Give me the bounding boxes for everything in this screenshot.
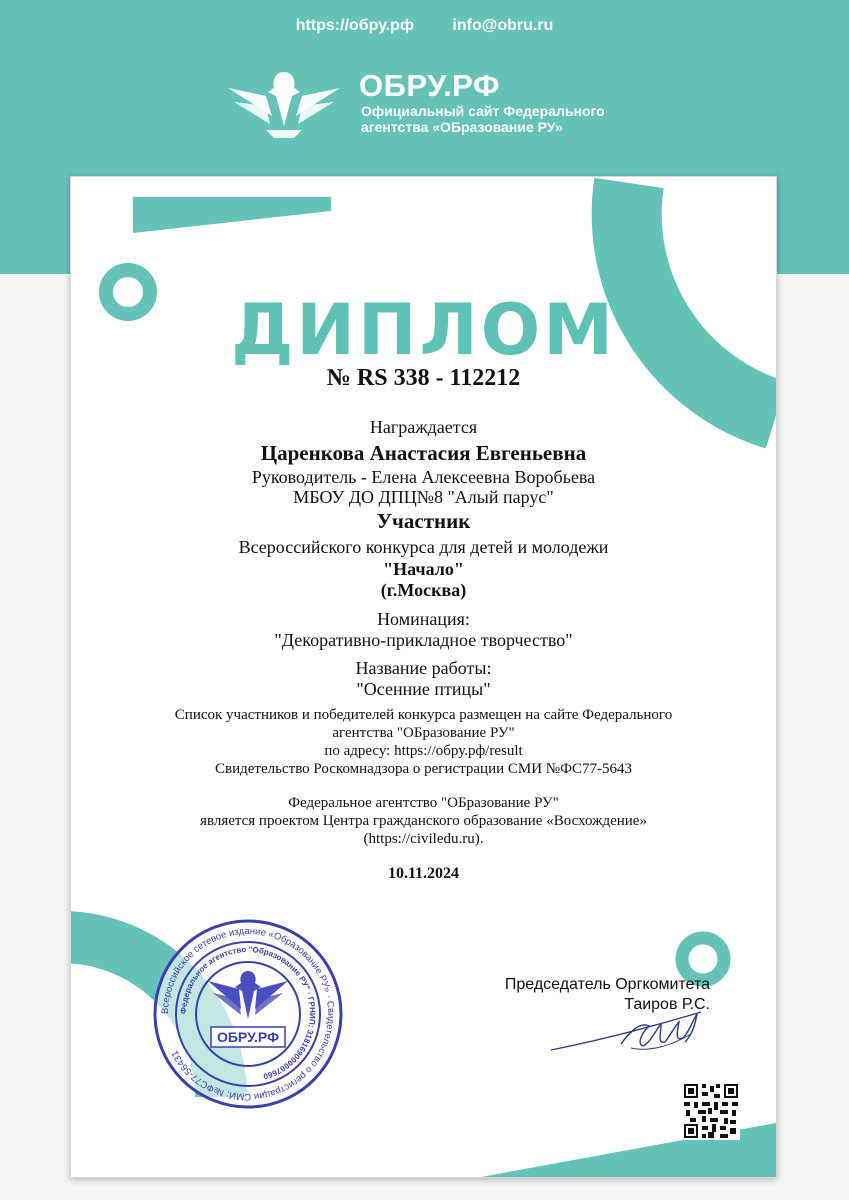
results-url[interactable]: по адресу: https://обру.рф/result [324,743,523,759]
project-line: является проектом Центра гражданского образование «Восхождение» [200,813,647,829]
issue-date: 10.11.2024 [387,865,460,882]
organization: МБОУ ДО ДПЦ№8 "Алый парус" [293,487,554,507]
diploma-sheet [70,176,777,1178]
logo-title: ОБРУ.РФ [359,68,500,103]
info-line: Свидетельство Роскомнадзора о регистрации СМИ №ФС77-5643 [215,761,632,777]
chair-name: Таиров Р.С. [624,996,710,1013]
email-link[interactable]: info@obru.ru [452,17,554,34]
contest-description: Всероссийского конкурса для детей и молодежи [238,537,609,557]
stamp-logo-text: ОБРУ.РФ [216,1029,280,1045]
work-label: Название работы: [355,658,492,678]
recipient-name: Царенкова Анастасия Евгеньевна [260,441,587,465]
contest-city: (г.Москва) [380,580,467,600]
participant-status: Участник [376,509,471,533]
stamp-inner-text: Федеральное агентство "Образование РУ" · ГРНИП: 318169000007660 [178,944,318,1081]
contest-name: "Начало" [383,559,464,579]
qr-code-icon[interactable] [682,1082,740,1140]
info-line: Список участников и победителей конкурса размещен на сайте Федерального [174,707,673,723]
stamp-outer-text: Всероссийское сетевое издание «Образование РУ» · Свидетельство о регистрации СМИ: №ФС77-56431 [159,925,337,1103]
project-line: Федеральное агентство "ОБразование РУ" [288,795,559,811]
nomination-label: Номинация: [377,609,470,629]
project-url[interactable]: (https://civiledu.ru). [363,831,484,847]
logo-subtitle-line: Официальный сайт Федерального [361,103,605,119]
nomination-value: "Декоративно-прикладное творчество" [274,630,573,650]
chair-role: Председатель Оргкомитета [504,976,710,993]
awarded-label: Награждается [369,417,478,437]
diploma-number: № RS 338 - 112212 [326,365,521,391]
header-links [0,17,849,35]
diploma-title: ДИПЛОМ [231,289,616,371]
work-title: "Осенние птицы" [356,679,491,699]
eagle-logo-icon [226,66,342,140]
supervisor: Руководитель - Елена Алексеевна Воробьева [251,467,596,487]
logo-subtitle-line: агентства «ОБразование РУ» [361,119,563,135]
official-stamp [153,919,343,1109]
logo-subtitle [361,103,605,135]
info-line: агентства "ОБразование РУ" [332,725,515,741]
site-url-link[interactable]: https://обру.рф [295,17,414,34]
